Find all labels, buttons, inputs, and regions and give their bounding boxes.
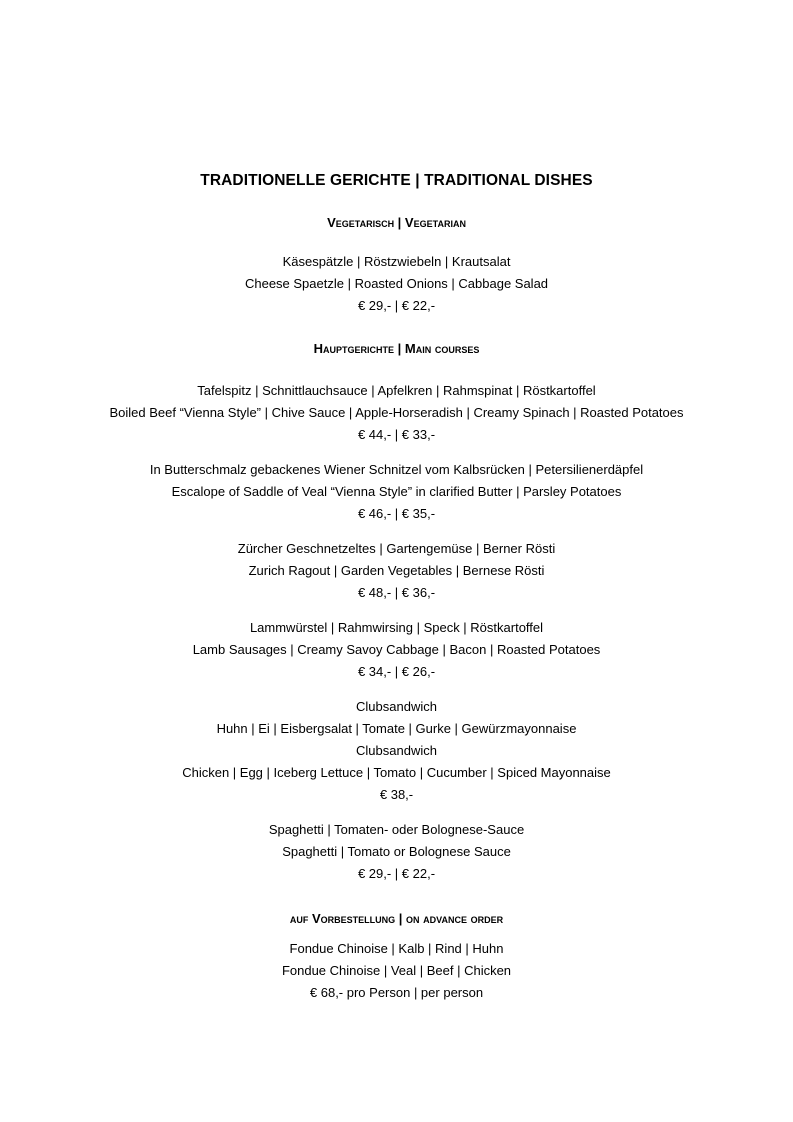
item-price: € 46,- | € 35,- (357, 506, 436, 521)
menu-item-kaesespaetzle (0, 251, 793, 317)
menu-item-lammwuerstel (0, 617, 793, 683)
item-name-english: Lamb Sausages | Creamy Savoy Cabbage | Bacon | Roasted Potatoes (192, 642, 601, 657)
item-name-german: Zürcher Geschnetzeltes | Gartengemüse | Berner Rösti (237, 541, 556, 556)
menu-item-clubsandwich (0, 696, 793, 806)
item-price: € 48,- | € 36,- (357, 585, 436, 600)
item-price: € 34,- | € 26,- (357, 664, 436, 679)
item-name-english: Cheese Spaetzle | Roasted Onions | Cabbage Salad (244, 276, 549, 291)
item-price: € 29,- | € 22,- (357, 866, 436, 881)
item-name-english: Escalope of Saddle of Veal “Vienna Style” in clarified Butter | Parsley Potatoes (171, 484, 622, 499)
item-title-english: Clubsandwich (356, 743, 437, 758)
menu-item-spaghetti (0, 819, 793, 885)
item-name-german: Fondue Chinoise | Kalb | Rind | Huhn (289, 941, 504, 956)
item-name-german: Käsespätzle | Röstzwiebeln | Krautsalat (282, 254, 511, 269)
item-price: € 29,- | € 22,- (357, 298, 436, 313)
item-name-english: Zurich Ragout | Garden Vegetables | Bernese Rösti (248, 563, 545, 578)
section-heading-main-courses: Hauptgerichte | Main courses (313, 341, 480, 356)
menu-item-wiener-schnitzel (0, 459, 793, 525)
item-price: € 68,- pro Person | per person (309, 985, 484, 1000)
item-name-german: Spaghetti | Tomaten- oder Bolognese-Sauce (268, 822, 525, 837)
page-title: TRADITIONELLE GERICHTE | TRADITIONAL DISHES (200, 172, 593, 189)
item-price: € 44,- | € 33,- (357, 427, 436, 442)
menu-item-zuercher-geschnetzeltes (0, 538, 793, 604)
item-name-english: Boiled Beef “Vienna Style” | Chive Sauce | Apple-Horseradish | Creamy Spinach | Roasted Potatoes (109, 405, 684, 420)
item-name-german: Huhn | Ei | Eisbergsalat | Tomate | Gurke | Gewürzmayonnaise (216, 721, 577, 736)
menu-item-fondue-chinoise (0, 938, 793, 1004)
item-name-english: Spaghetti | Tomato or Bolognese Sauce (282, 844, 511, 859)
section-heading-vegetarian: Vegetarisch | Vegetarian (327, 215, 466, 230)
item-name-english: Fondue Chinoise | Veal | Beef | Chicken (281, 963, 512, 978)
item-name-german: In Butterschmalz gebackenes Wiener Schnitzel vom Kalbsrücken | Petersilienerdäpfel (149, 462, 644, 477)
menu-item-tafelspitz (0, 380, 793, 446)
item-name-german: Tafelspitz | Schnittlauchsauce | Apfelkren | Rahmspinat | Röstkartoffel (197, 383, 596, 398)
item-name-english: Chicken | Egg | Iceberg Lettuce | Tomato | Cucumber | Spiced Mayonnaise (182, 765, 611, 780)
item-title-german: Clubsandwich (356, 699, 437, 714)
item-name-german: Lammwürstel | Rahmwirsing | Speck | Röstkartoffel (249, 620, 544, 635)
item-price: € 38,- (379, 787, 414, 802)
section-heading-advance-order: auf Vorbestellung | on advance order (289, 911, 504, 926)
